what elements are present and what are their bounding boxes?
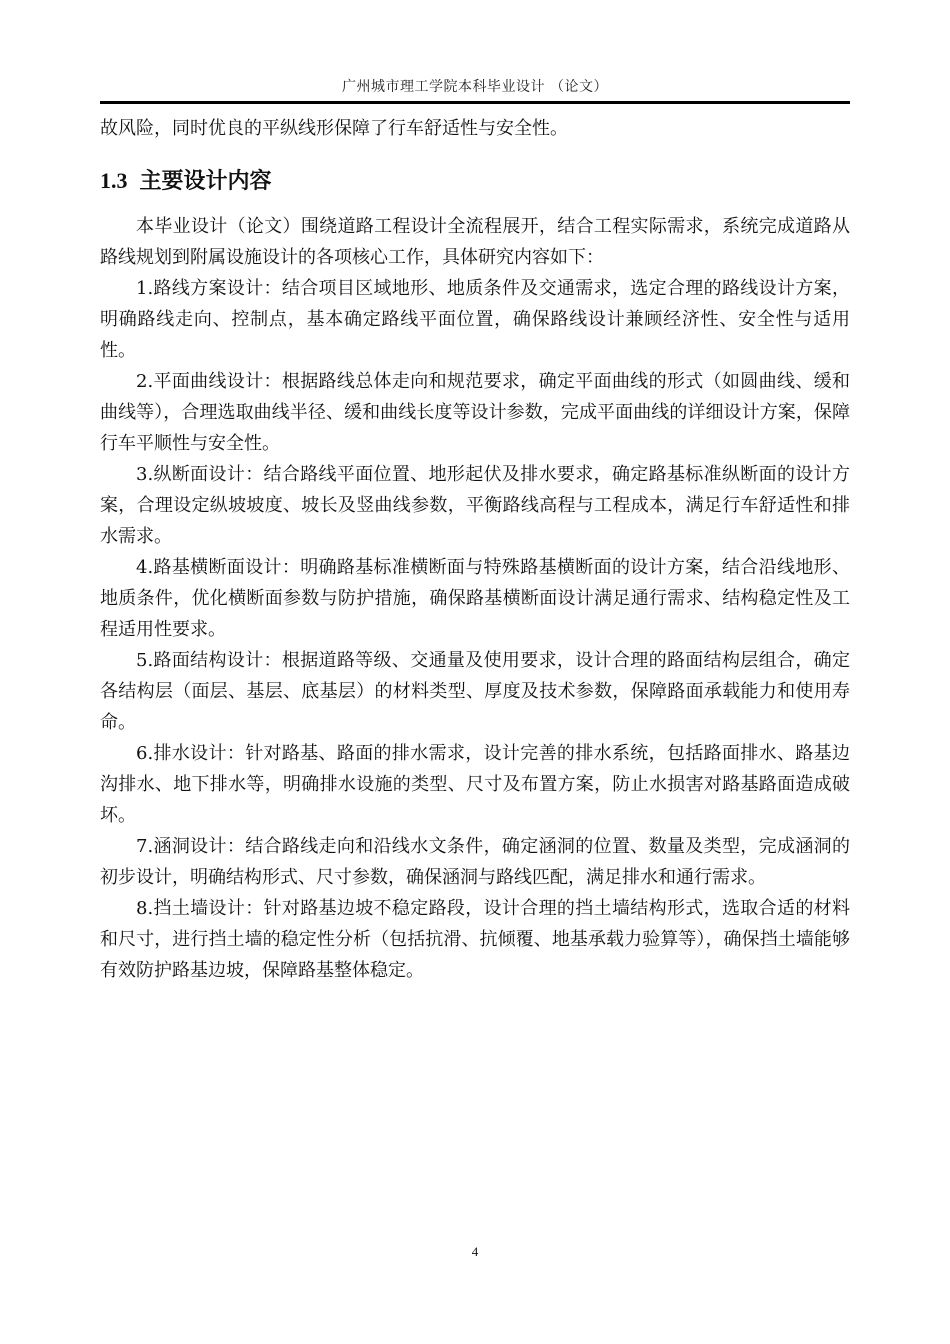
item-route-scheme: 1.路线方案设计：结合项目区域地形、地质条件及交通需求，选定合理的路线设计方案，明确路线走向、控制点，基本确定路线平面位置，确保路线设计兼顾经济性、安全性与适用性。	[100, 278, 850, 361]
page-number: 4	[471, 1244, 479, 1259]
page-body	[100, 113, 850, 986]
item-culvert: 7.涵洞设计：结合路线走向和沿线水文条件，确定涵洞的位置、数量及类型，完成涵洞的初步设计，明确结构形式、尺寸参数，确保涵洞与路线匹配，满足排水和通行需求。	[100, 836, 850, 888]
section-title: 主要设计内容	[139, 169, 272, 194]
section-number: 1.3	[100, 168, 128, 193]
item-drainage: 6.排水设计：针对路基、路面的排水需求，设计完善的排水系统，包括路面排水、路基边沟排水、地下排水等，明确排水设施的类型、尺寸及布置方案，防止水损害对路基路面造成破坏。	[100, 743, 850, 826]
item-longitudinal-section: 3.纵断面设计：结合路线平面位置、地形起伏及排水要求，确定路基标准纵断面的设计方案，合理设定纵坡坡度、坡长及竖曲线参数，平衡路线高程与工程成本，满足行车舒适性和排水需求。	[100, 464, 850, 547]
section-heading	[100, 164, 850, 199]
header-title: 广州城市理工学院本科毕业设计 （论文）	[342, 79, 608, 95]
header-divider	[100, 101, 850, 104]
item-plane-curve: 2.平面曲线设计：根据路线总体走向和规范要求，确定平面曲线的形式（如圆曲线、缓和曲线等），合理选取曲线半径、缓和曲线长度等设计参数，完成平面曲线的详细设计方案，保障行车平顺性与安全性。	[100, 371, 850, 454]
intro-paragraph: 本毕业设计（论文）围绕道路工程设计全流程展开，结合工程实际需求，系统完成道路从路线规划到附属设施设计的各项核心工作，具体研究内容如下：	[100, 216, 850, 268]
item-pavement-structure: 5.路面结构设计：根据道路等级、交通量及使用要求，设计合理的路面结构层组合，确定各结构层（面层、基层、底基层）的材料类型、厚度及技术参数，保障路面承载能力和使用寿命。	[100, 650, 850, 733]
continuation-paragraph: 故风险，同时优良的平纵线形保障了行车舒适性与安全性。	[100, 118, 568, 139]
item-cross-section: 4.路基横断面设计：明确路基标准横断面与特殊路基横断面的设计方案，结合沿线地形、地质条件，优化横断面参数与防护措施，确保路基横断面设计满足通行需求、结构稳定性及工程适用性要求。	[100, 557, 850, 640]
item-retaining-wall: 8.挡土墙设计：针对路基边坡不稳定路段，设计合理的挡土墙结构形式，选取合适的材料和尺寸，进行挡土墙的稳定性分析（包括抗滑、抗倾覆、地基承载力验算等），确保挡土墙能够有效防护路基边坡，保障路基整体稳定。	[100, 898, 850, 981]
